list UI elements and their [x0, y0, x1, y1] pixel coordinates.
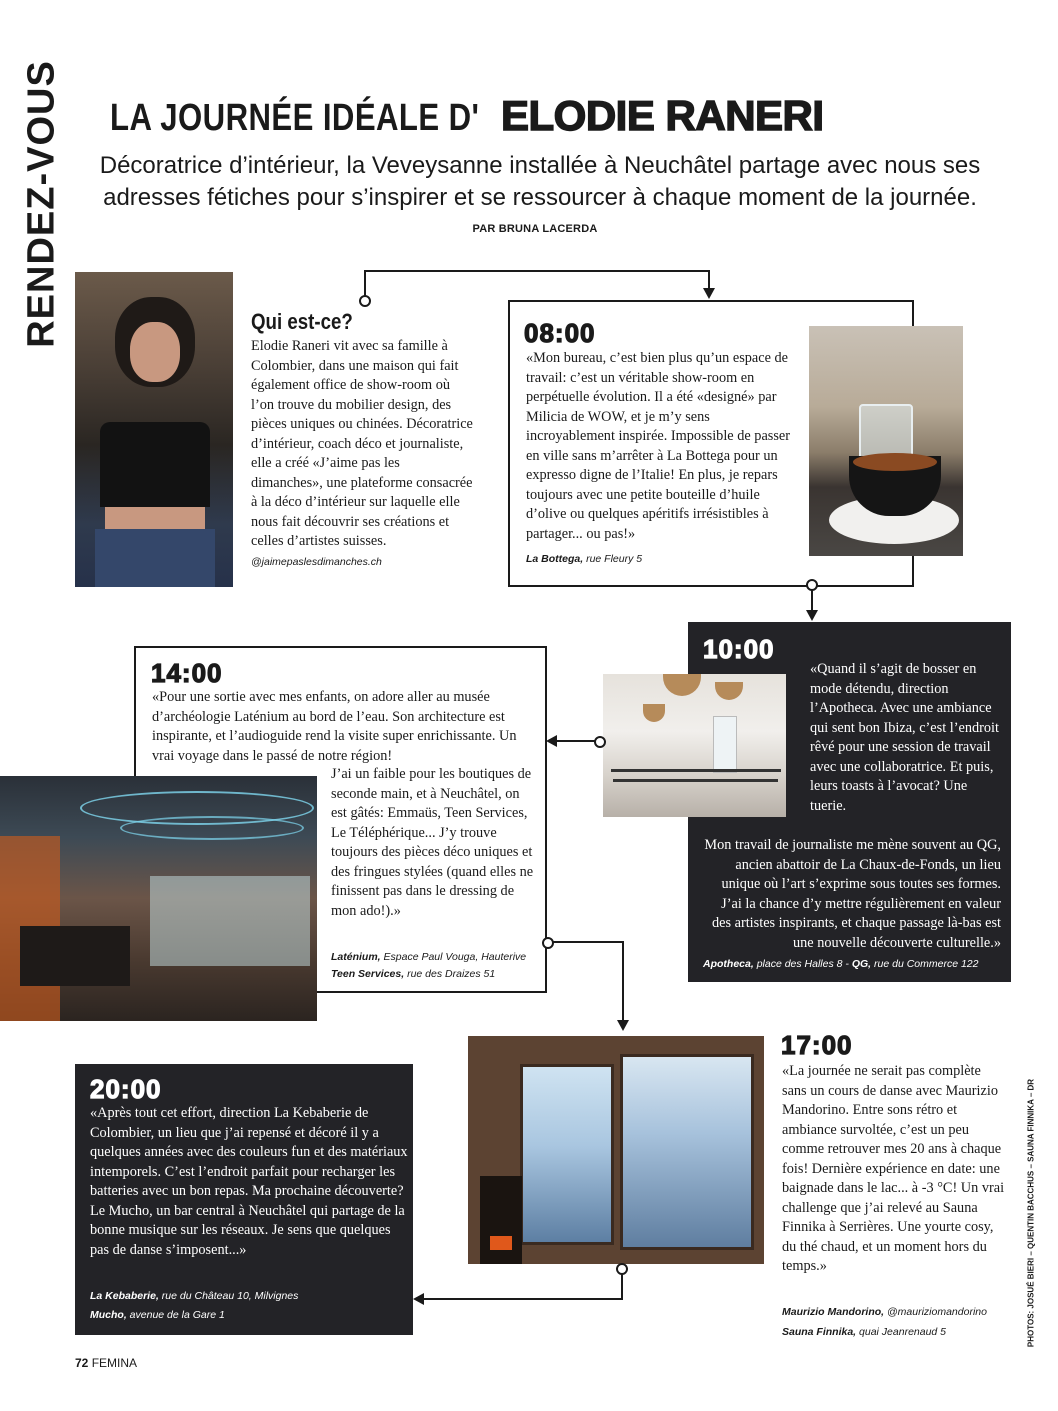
- apotheca-photo: [603, 674, 786, 817]
- profile-heading: Qui est-ce?: [251, 309, 353, 334]
- title-prefix: LA JOURNÉE IDÉALE D': [110, 97, 480, 139]
- moment-0800-time: 08:00: [524, 318, 596, 348]
- byline: PAR BRUNA LACERDA: [472, 223, 598, 235]
- moment-0800-credit: La Bottega, rue Fleury 5: [526, 553, 643, 565]
- moment-1400-time: 14:00: [151, 658, 223, 688]
- connector-dot: [594, 736, 606, 748]
- moment-1700-time-wrap: [781, 1030, 853, 1061]
- moment-1700-time: 17:00: [781, 1030, 853, 1060]
- connector-line: [364, 270, 709, 272]
- arrow-left-icon: [413, 1293, 424, 1305]
- moment-1400-credit: Laténium, Espace Paul Vouga, Hauterive Teen Services, rue des Draizes 51: [331, 951, 527, 980]
- moment-1400-text-top: «Pour une sortie avec mes enfants, on adore aller au musée d’archéologie Laténium au bord de l’eau. Son architecture est inspirante, et l’audioguide rend la visite super enrichissante. Un vrai voyage dans le passé de notre région!: [152, 689, 517, 764]
- moment-1700-text: «La journée ne serait pas complète sans un cours de danse avec Maurizio Mandorino. Entre sons rétro et ambiance survoltée, c’est un peu comme retrouver mes 20 ans à chaque fois! Dernière expérience en date: une baignade dans le lac... à -3 °C! Un vrai challenge que j’ai relevé au Sauna Finnika à Serrières. Une yourte cosy, du thé chaud, et un moment hors du temps.»: [782, 1063, 1005, 1274]
- sauna-photo: [468, 1036, 764, 1264]
- connector-line: [708, 270, 710, 290]
- moment-1000-text-bottom: Mon travail de journaliste me mène souvent au QG, ancien abattoir de La Chaux-de-Fonds, un lieu unique où l’art s’exprime sous toutes ses formes. J’ai la chance d’y mettre régulièrement en valeur des artistes inspirants, et chaque passage là-bas est une nouvelle découverte culturelle.»: [704, 837, 1001, 951]
- folio: [75, 1356, 137, 1370]
- arrow-down-icon: [806, 610, 818, 621]
- moment-1700-credit: Maurizio Mandorino, @mauriziomandorino Sauna Finnika, quai Jeanrenaud 5: [782, 1306, 987, 1338]
- magazine-name: FEMINA: [91, 1356, 138, 1370]
- moment-1400-time-wrap: [151, 658, 276, 686]
- profile-photo: [75, 272, 233, 587]
- title-name: ELODIE RANERI: [501, 92, 824, 139]
- connector-line: [424, 1298, 623, 1300]
- arrow-down-icon: [617, 1020, 629, 1031]
- moment-1400-text-bottom: J’ai un faible pour les boutiques de seconde main, et à Neuchâtel, on est gâtés: Emmaüs, Teen Services, Le Téléphérique... J’y trouve toujours des pièces déco uniques et des fringues stylées (quand elles ne finissent pas dans le dressing de mon ado!).»: [331, 766, 534, 919]
- connector-dot: [542, 937, 554, 949]
- moment-1000-credit: Apotheca, place des Halles 8 - QG, rue du Commerce 122: [703, 958, 979, 970]
- arrow-down-icon: [703, 288, 715, 299]
- moment-2000-time-wrap: [90, 1074, 162, 1105]
- moment-0800-text: «Mon bureau, c’est bien plus qu’un espace de travail: c’est un véritable show-room en perpétuelle évolution. Il a été «designé» par Milicia de WOW, et je m’y sens incroyablement inspirée. Impossible de passer en ville sans m’arrêter à La Bottega pour un expresso digne de l’Italie! En plus, je repars toujours avec une petite bouteille d’huile d’olive ou quelques apéritifs irrésistibles à partager... ou pas!»: [526, 350, 791, 542]
- photo-credits: PHOTOS: JOSUÉ BIERI – QUENTIN BACCHUS – SAUNA FINNIKA – DR: [1026, 1078, 1036, 1348]
- page-title: [110, 92, 1010, 140]
- espresso-photo: [809, 326, 963, 556]
- moment-2000-credit: La Kebaberie, rue du Château 10, Milvignes Mucho, avenue de la Gare 1: [90, 1290, 299, 1321]
- connector-line: [811, 590, 813, 612]
- connector-line: [556, 740, 596, 742]
- moment-2000-text: «Après tout cet effort, direction La Kebaberie de Colombier, un lieu que j’ai repensé et décoré il y a quelques années avec des couleurs fun et des matériaux intemporels. C’est l’endroit parfait pour recharger les batteries avec un bon repas. Ma prochaine découverte? Le Mucho, un bar central à Neuchâtel qui partage de la bonne musique sur les réseaux. Je sens que quelques pas de danse s’imposent...»: [90, 1105, 408, 1258]
- connector-line: [622, 941, 624, 1021]
- moment-1000-time-wrap: [703, 634, 775, 665]
- profile-text: Elodie Raneri vit avec sa famille à Colombier, dans une maison qui fait également office de show-room où l’on trouve du mobilier design, des pièces uniques ou chinées. Décoratrice d’intérieur, coach déco et journaliste, elle a créé «J’aime pas les dimanches», une plateforme consacrée à la déco d’intérieur sur laquelle elle nous fait découvrir ses créations et celles d’artistes suisses.: [251, 338, 473, 549]
- connector-line: [621, 1274, 623, 1300]
- moment-1000-text-top: «Quand il s’agit de bosser en mode détendu, direction l’Apotheca. Avec une ambiance qui sent bon Ibiza, c’est l’endroit rêvé pour une session de travail avec une collaboratrice. Et puis, leurs toasts à l’avocat? Une tuerie.: [810, 661, 999, 814]
- profile-handle: @jaimepaslesdimanches.ch: [251, 555, 382, 568]
- section-label: RENDEZ-VOUS: [20, 60, 63, 348]
- arrow-left-icon: [546, 735, 557, 747]
- connector-dot: [359, 295, 371, 307]
- moment-1000-time: 10:00: [703, 634, 775, 664]
- page-number: 72: [75, 1356, 89, 1370]
- moment-2000-time: 20:00: [90, 1074, 162, 1104]
- profile-block: [251, 309, 475, 568]
- latenium-photo: [0, 776, 317, 1021]
- connector-line: [552, 941, 624, 943]
- lead-paragraph: Décoratrice d’intérieur, la Veveysanne installée à Neuchâtel partage avec nous ses adresses fétiches pour s’inspirer et se ressourcer à chaque moment de la journée.: [99, 152, 981, 211]
- moment-0800-time-bg: [524, 318, 654, 346]
